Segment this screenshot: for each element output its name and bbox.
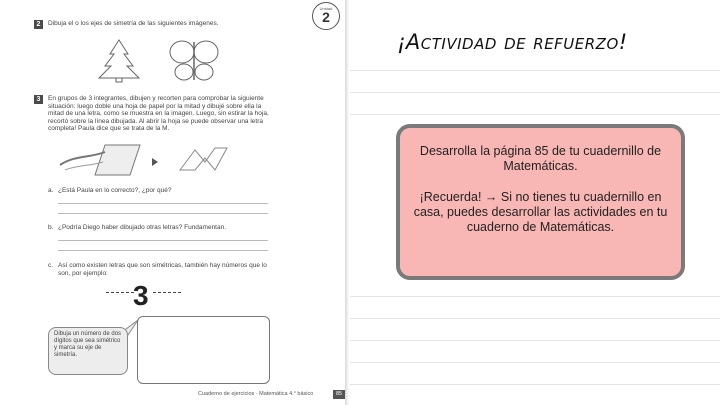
tree-illustration (95, 38, 143, 83)
butterfly-illustration (168, 36, 220, 84)
answer-line (58, 213, 268, 214)
unit-badge (312, 2, 340, 30)
item-a-text: ¿Está Paula en lo correcto?, ¿por qué? (58, 187, 172, 194)
instruction-card (396, 124, 685, 280)
notebook-rule (350, 114, 720, 115)
question-3-number: 3 (34, 95, 43, 104)
item-a-letter: a. (48, 187, 54, 194)
notebook-rule (350, 92, 720, 93)
cutting-illustration (55, 140, 245, 180)
card-paragraph-1: Desarrolla la página 85 de tu cuadernillo de Matemáticas. (419, 144, 662, 173)
question-2-text: Dibuja el o los ejes de simetría de las siguientes imágenes. (48, 20, 219, 27)
page-number: 85 (333, 390, 345, 399)
page-shadow (345, 0, 349, 405)
item-b-letter: b. (48, 224, 54, 231)
unit-label: Unidad (319, 6, 333, 11)
symmetry-axis-left (106, 292, 134, 293)
notebook-rule (350, 340, 720, 341)
notebook-rule (350, 70, 720, 71)
item-c-text: Así como existen letras que son simétricas, también hay números que lo son, por ejemplo: (58, 262, 267, 277)
worksheet-page (0, 0, 345, 405)
question-2-number: 2 (34, 20, 43, 29)
worksheet-footer: Cuaderno de ejercicios · Matemática 4.° básico (198, 391, 314, 397)
answer-line (58, 240, 268, 241)
notebook-rule (350, 362, 720, 363)
drawing-answer-box (137, 316, 270, 384)
notebook-rule (350, 384, 720, 385)
unit-number: 2 (322, 9, 330, 25)
example-number: 3 (133, 280, 149, 311)
answer-line (58, 203, 268, 204)
card-paragraph-2: ¡Recuerda! → Si no tienes tu cuadernillo en casa, puedes desarrollar las actividades en tu cuaderno de Matemáticas. (413, 190, 668, 234)
question-3-text: En grupos de 3 integrantes, dibujen y recorten para comprobar la siguiente situación: luego doble una hoja de papel por la mitad y dibujé sobre ella la mitad de una letra, como se muestra en la imagen. Luego, sin estirar la hoja, recortó sobre la línea dibujada. Al abrir la hoja se puede observar una letra completa! Paula dice que se trata de la M. (48, 95, 269, 132)
item-c-letter: c. (48, 262, 54, 269)
notebook-rule (350, 318, 720, 319)
page-title: ¡Actividad de refuerzo! (397, 30, 628, 54)
item-b-text: ¿Podría Diego haber dibujado otras letras? Fundamentan. (58, 224, 227, 231)
instruction-bubble: Dibuja un número de dos dígitos que sea simétrico y marca su eje de simetría. (48, 327, 128, 375)
symmetry-axis-right (153, 292, 181, 293)
notebook-rule (350, 296, 720, 297)
answer-line (58, 250, 268, 251)
